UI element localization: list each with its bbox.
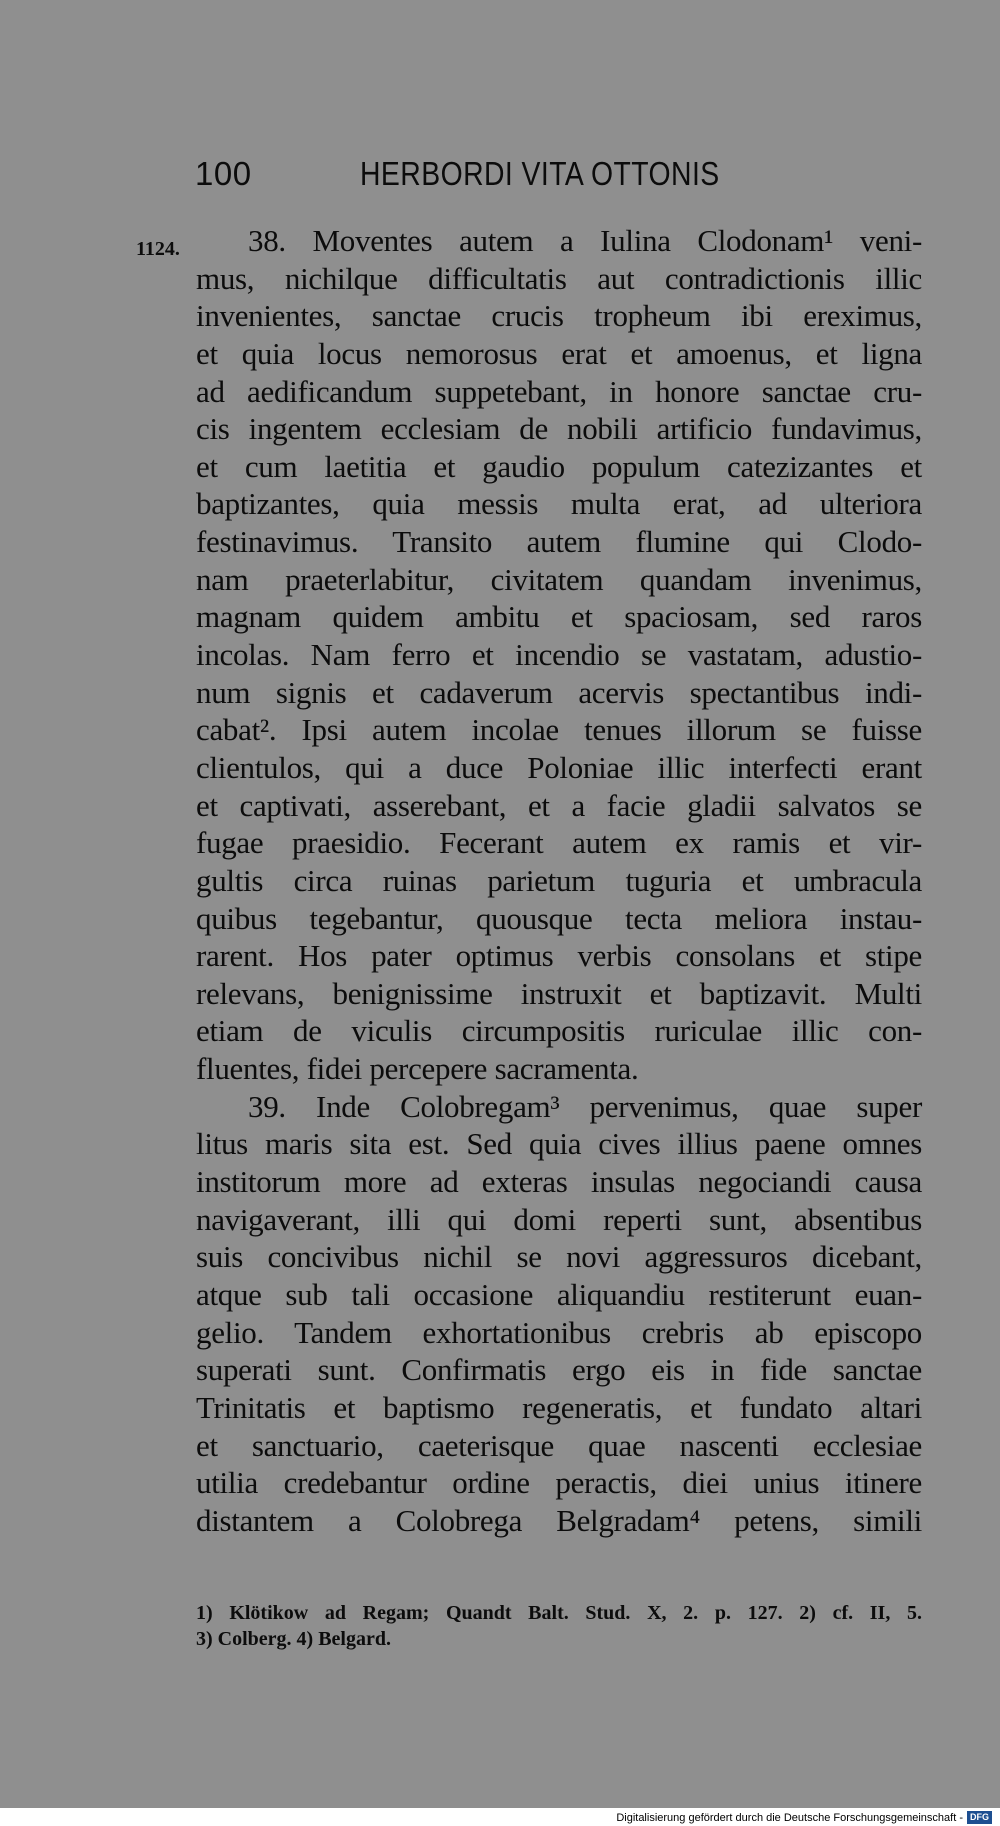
- text-line: litus maris sita est. Sed quia cives illius paene omnes: [196, 1126, 922, 1162]
- text-line: festinavimus. Transito autem flumine qui Clodo-: [196, 524, 922, 560]
- text-line: gelio. Tandem exhortationibus crebris ab episcopo: [196, 1314, 922, 1350]
- page-header: [195, 155, 765, 195]
- text-line: et sanctuario, caeterisque quae nascenti ecclesiae: [196, 1427, 922, 1463]
- running-title: HERBORDI VITA OTTONIS: [360, 155, 720, 192]
- text-line: 38. Moventes autem a Iulina Clodonam¹ veni-: [248, 223, 922, 258]
- text-line: baptizantes, quia messis multa erat, ad ulteriora: [196, 486, 922, 522]
- body-text: [196, 222, 922, 1539]
- text-line: num signis et cadaverum acervis spectantibus indi-: [196, 674, 922, 710]
- text-line: distantem a Colobrega Belgradam⁴ petens, simili: [196, 1502, 922, 1538]
- text-line: nam praeterlabitur, civitatem quandam invenimus,: [196, 561, 922, 597]
- text-line: et quia locus nemorosus erat et amoenus, et ligna: [196, 335, 922, 371]
- text-line: relevans, benignissime instruxit et baptizavit. Multi: [196, 975, 922, 1011]
- text-line: navigaverant, illi qui domi reperti sunt, absentibus: [196, 1201, 922, 1237]
- text-line: invenientes, sanctae crucis tropheum ibi ereximus,: [196, 298, 922, 334]
- text-line: ad aedificandum suppetebant, in honore sanctae cru-: [196, 373, 922, 409]
- text-line: rarent. Hos pater optimus verbis consolans et stipe: [196, 938, 922, 974]
- page-number: 100: [195, 155, 252, 192]
- text-line: clientulos, qui a duce Poloniae illic interfecti erant: [196, 749, 922, 785]
- text-line: Trinitatis et baptismo regeneratis, et fundato altari: [196, 1389, 922, 1425]
- text-line: magnam quidem ambitu et spaciosam, sed raros: [196, 599, 922, 635]
- text-line: etiam de viculis circumpositis ruriculae illic con-: [196, 1013, 922, 1049]
- text-line: superati sunt. Confirmatis ergo eis in fide sanctae: [196, 1352, 922, 1388]
- text-line: gultis circa ruinas parietum tuguria et umbracula: [196, 862, 922, 898]
- text-line: utilia credebantur ordine peractis, diei unius itinere: [196, 1465, 922, 1501]
- text-line: 39. Inde Colobregam³ pervenimus, quae super: [248, 1088, 922, 1124]
- text-line: cabat². Ipsi autem incolae tenues illorum se fuisse: [196, 712, 922, 748]
- margin-year: 1124.: [136, 238, 180, 260]
- text-line: mus, nichilque difficultatis aut contradictionis illic: [196, 260, 922, 296]
- text-line: fluentes, fidei percepere sacramenta.: [196, 1051, 639, 1087]
- footnote-line-1: 1) Klötikow ad Regam; Quandt Balt. Stud. X, 2. p. 127. 2) cf. II, 5.: [196, 1602, 922, 1624]
- text-line: incolas. Nam ferro et incendio se vastatam, adustio-: [196, 637, 922, 673]
- footnote-line-2: 3) Colberg. 4) Belgard.: [196, 1628, 391, 1650]
- text-line: et cum laetitia et gaudio populum catezizantes et: [196, 448, 922, 484]
- digitization-footer: [616, 1811, 992, 1824]
- footer-credit: Digitalisierung gefördert durch die Deutsche Forschungsgemeinschaft -: [616, 1811, 963, 1824]
- text-line: fugae praesidio. Fecerant autem ex ramis et vir-: [196, 825, 922, 861]
- text-line: suis concivibus nichil se novi aggressuros dicebant,: [196, 1239, 922, 1275]
- text-line: et captivati, asserebant, et a facie gladii salvatos se: [196, 787, 922, 823]
- text-line: institorum more ad exteras insulas negociandi causa: [196, 1164, 922, 1200]
- text-line: quibus tegebantur, quousque tecta meliora instau-: [196, 900, 922, 936]
- text-line: cis ingentem ecclesiam de nobili artificio fundavimus,: [196, 411, 922, 447]
- dfg-logo: DFG: [967, 1811, 992, 1824]
- text-line: atque sub tali occasione aliquandiu restiterunt euan-: [196, 1276, 922, 1312]
